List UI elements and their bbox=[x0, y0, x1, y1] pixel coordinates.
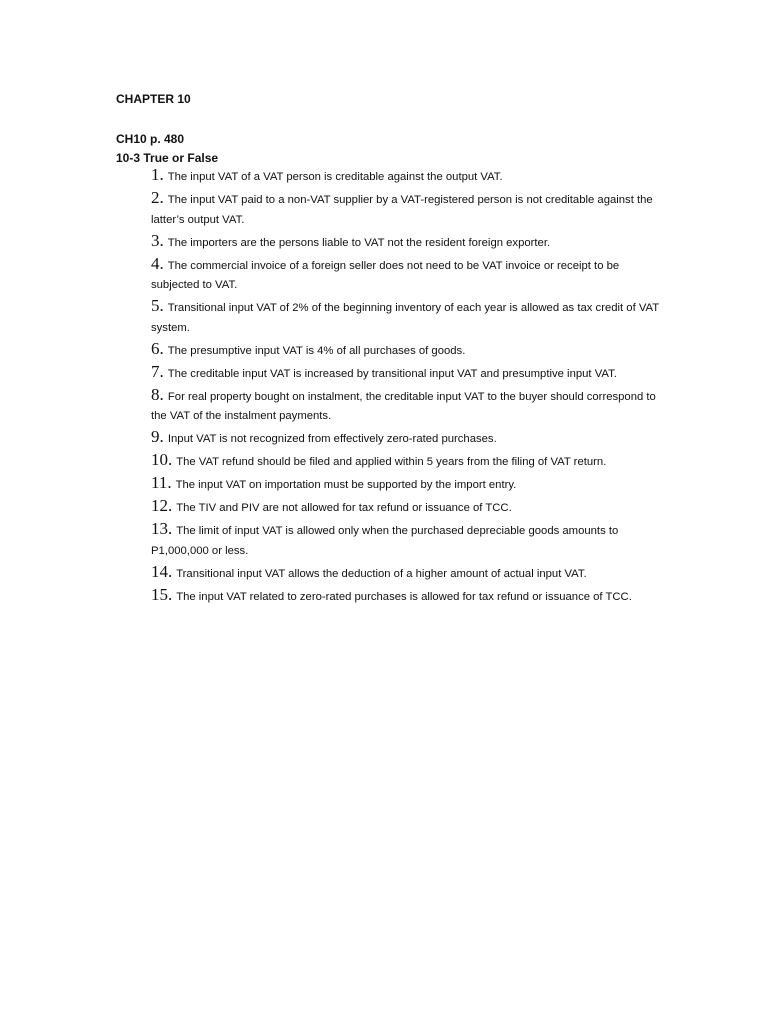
question-number: 3. bbox=[151, 230, 164, 250]
question-item bbox=[151, 563, 661, 585]
question-text: Transitional input VAT of 2% of the beginning inventory of each year is allowed as tax credit of VAT system. bbox=[151, 302, 659, 334]
question-text: For real property bought on instalment, the creditable input VAT to the buyer should correspond to the VAT of the instalment payments. bbox=[151, 390, 656, 422]
question-number: 15. bbox=[151, 584, 173, 604]
question-text: The input VAT related to zero-rated purchases is allowed for tax refund or issuance of TCC. bbox=[176, 590, 632, 603]
question-list bbox=[151, 166, 661, 609]
question-number: 4. bbox=[151, 253, 164, 273]
question-item bbox=[151, 497, 661, 519]
question-item bbox=[151, 586, 661, 608]
question-number: 13. bbox=[151, 519, 173, 538]
question-item bbox=[151, 386, 661, 427]
chapter-title: CHAPTER 10 bbox=[116, 92, 191, 106]
question-item bbox=[151, 340, 661, 362]
question-item bbox=[151, 297, 661, 338]
question-item bbox=[151, 451, 661, 473]
question-number: 10. bbox=[151, 450, 173, 469]
question-number: 12. bbox=[151, 496, 173, 515]
question-number: 1. bbox=[151, 165, 164, 184]
question-text: Input VAT is not recognized from effectively zero-rated purchases. bbox=[167, 433, 497, 445]
question-item bbox=[151, 363, 661, 385]
question-text: The limit of input VAT is allowed only when the purchased depreciable goods amounts to P1,000,000 or less. bbox=[151, 525, 619, 557]
question-number: 14. bbox=[151, 561, 173, 581]
section-title: 10-3 True or False bbox=[116, 151, 219, 165]
question-text: The input VAT on importation must be supported by the import entry. bbox=[175, 479, 517, 491]
question-number: 11. bbox=[151, 473, 172, 492]
question-text: The VAT refund should be filed and applied within 5 years from the filing of VAT return. bbox=[176, 456, 607, 468]
question-item bbox=[151, 428, 661, 450]
question-item bbox=[151, 255, 661, 296]
question-number: 7. bbox=[151, 361, 164, 381]
question-item bbox=[151, 520, 661, 561]
question-text: The TIV and PIV are not allowed for tax refund or issuance of TCC. bbox=[176, 502, 512, 514]
question-item bbox=[151, 474, 661, 496]
question-text: The importers are the persons liable to VAT not the resident foreign exporter. bbox=[167, 236, 551, 249]
question-text: The input VAT of a VAT person is creditable against the output VAT. bbox=[167, 171, 503, 183]
section-reference: CH10 p. 480 bbox=[116, 132, 185, 146]
question-item bbox=[151, 232, 661, 254]
question-number: 2. bbox=[151, 188, 164, 207]
question-text: The commercial invoice of a foreign seller does not need to be VAT invoice or receipt to be subjected to VAT. bbox=[151, 259, 620, 291]
question-item bbox=[151, 166, 661, 188]
question-text: Transitional input VAT allows the deduction of a higher amount of actual input VAT. bbox=[176, 567, 587, 580]
question-item bbox=[151, 189, 661, 230]
question-number: 8. bbox=[151, 384, 164, 404]
question-text: The creditable input VAT is increased by transitional input VAT and presumptive input VAT. bbox=[167, 367, 617, 380]
question-number: 6. bbox=[151, 338, 164, 358]
question-number: 9. bbox=[151, 427, 164, 446]
question-text: The presumptive input VAT is 4% of all purchases of goods. bbox=[167, 344, 466, 357]
question-text: The input VAT paid to a non-VAT supplier by a VAT-registered person is not creditable against the latter’s output VAT. bbox=[151, 194, 653, 226]
question-number: 5. bbox=[151, 296, 164, 315]
